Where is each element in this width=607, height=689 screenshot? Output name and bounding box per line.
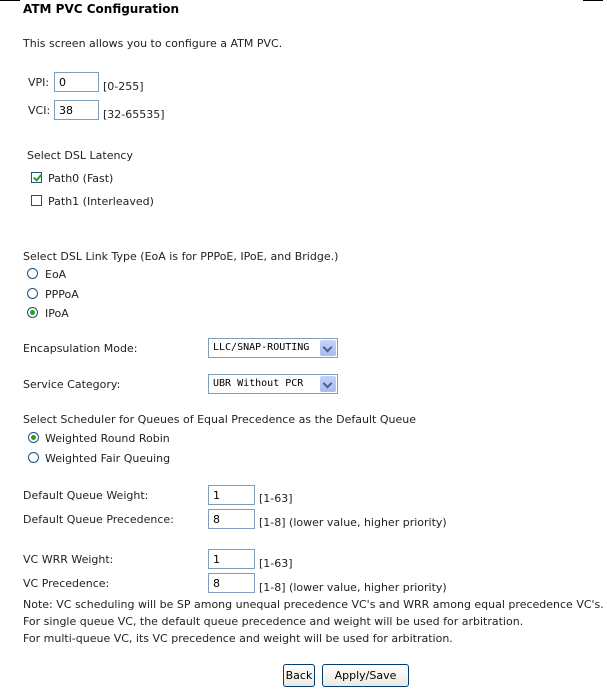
path0-label: Path0 (Fast)	[48, 172, 114, 185]
service-category-select[interactable]	[208, 374, 338, 394]
link-type-ipoa-label: IPoA	[45, 307, 69, 320]
page-intro: This screen allows you to configure a ATM PVC.	[23, 37, 283, 50]
vpi-input[interactable]	[54, 72, 99, 92]
vci-range: [32-65535]	[103, 108, 165, 121]
vc-wrr-weight-input[interactable]	[208, 549, 255, 569]
scheduler-wrr-label: Weighted Round Robin	[45, 432, 170, 445]
back-button[interactable]: Back	[283, 664, 315, 687]
apply-save-button[interactable]: Apply/Save	[322, 664, 409, 687]
encapsulation-value: LLC/SNAP-ROUTING	[213, 342, 310, 353]
default-queue-weight-input[interactable]	[208, 485, 255, 505]
page-title: ATM PVC Configuration	[23, 2, 179, 16]
vpi-label: VPI:	[28, 76, 50, 89]
chevron-down-icon[interactable]	[320, 376, 336, 392]
vc-precedence-label: VC Precedence:	[23, 577, 110, 590]
default-queue-precedence-label: Default Queue Precedence:	[23, 513, 174, 526]
latency-heading: Select DSL Latency	[27, 149, 133, 162]
link-type-eoa-radio[interactable]	[27, 268, 38, 279]
vc-precedence-range: [1-8] (lower value, higher priority)	[259, 581, 447, 594]
encapsulation-label: Encapsulation Mode:	[23, 342, 138, 355]
scheduler-wfq-radio[interactable]	[28, 452, 39, 463]
path1-label: Path1 (Interleaved)	[48, 195, 154, 208]
chevron-down-icon[interactable]	[320, 340, 336, 356]
top-border-right	[583, 0, 603, 1]
link-type-eoa-label: EoA	[45, 268, 67, 281]
note-line-1: Note: VC scheduling will be SP among unequal precedence VC's and WRR among equal precedence VC's.	[23, 598, 604, 611]
vc-precedence-input[interactable]	[208, 573, 255, 593]
default-queue-weight-label: Default Queue Weight:	[23, 489, 149, 502]
link-type-pppoa-label: PPPoA	[45, 288, 79, 301]
scheduler-heading: Select Scheduler for Queues of Equal Precedence as the Default Queue	[23, 413, 416, 426]
vc-wrr-weight-range: [1-63]	[259, 557, 293, 570]
scheduler-wfq-label: Weighted Fair Queuing	[45, 452, 171, 465]
vc-wrr-weight-label: VC WRR Weight:	[23, 553, 114, 566]
link-type-heading: Select DSL Link Type (EoA is for PPPoE, IPoE, and Bridge.)	[23, 250, 339, 263]
vci-input[interactable]	[54, 100, 99, 120]
note-line-2: For single queue VC, the default queue precedence and weight will be used for arbitration.	[23, 615, 524, 628]
vpi-range: [0-255]	[103, 80, 144, 93]
link-type-pppoa-radio[interactable]	[27, 288, 38, 299]
link-type-ipoa-radio[interactable]	[27, 307, 38, 318]
path1-checkbox[interactable]	[31, 195, 42, 206]
default-queue-precedence-range: [1-8] (lower value, higher priority)	[259, 516, 447, 529]
vci-label: VCI:	[28, 104, 51, 117]
default-queue-precedence-input[interactable]	[208, 509, 255, 529]
service-category-value: UBR Without PCR	[213, 378, 304, 389]
service-category-label: Service Category:	[23, 378, 121, 391]
default-queue-weight-range: [1-63]	[259, 492, 293, 505]
top-border-left	[0, 0, 20, 1]
path0-checkbox[interactable]	[31, 172, 42, 183]
note-line-3: For multi-queue VC, its VC precedence and weight will be used for arbitration.	[23, 632, 453, 645]
scheduler-wrr-radio[interactable]	[28, 432, 39, 443]
encapsulation-select[interactable]	[208, 338, 338, 358]
